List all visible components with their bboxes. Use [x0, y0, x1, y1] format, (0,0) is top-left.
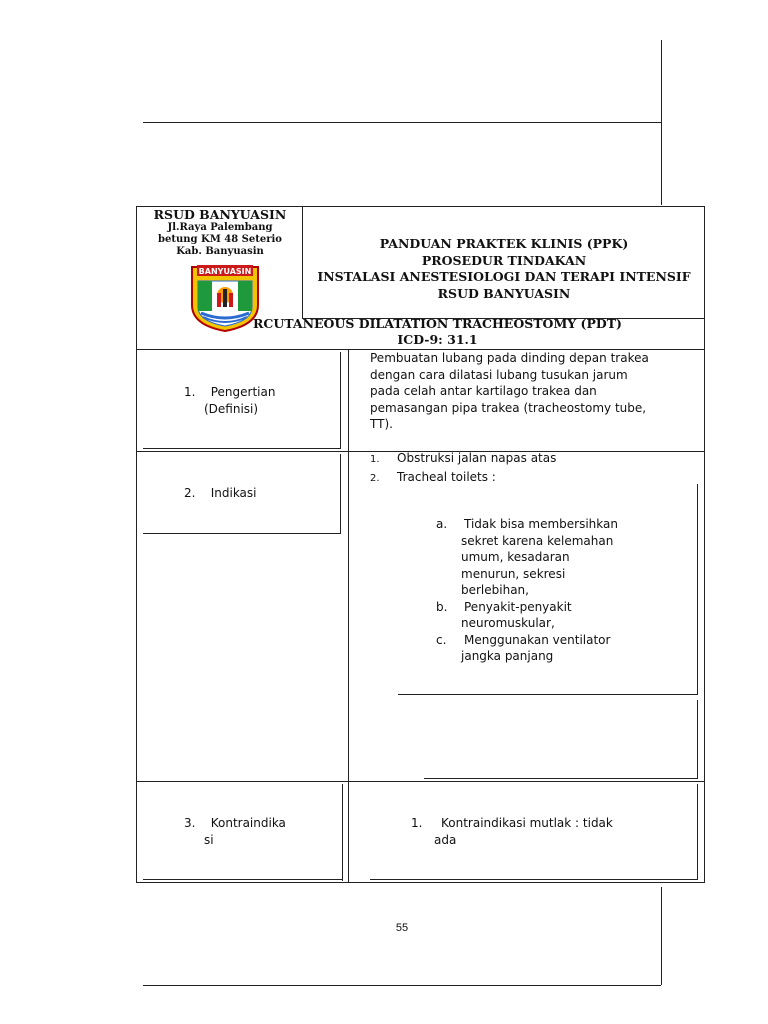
address-line: Jl.Raya Palembang — [167, 222, 273, 233]
sublist-item — [436, 632, 696, 649]
address-line: Kab. Banyuasin — [176, 246, 264, 257]
list-text: Obstruksi jalan napas atas — [397, 451, 557, 465]
sublist-text: neuromuskular, — [461, 616, 555, 630]
section-label: si — [204, 832, 214, 847]
sublist-letter: b. — [436, 599, 448, 614]
sublist-text: berlebihan, — [461, 583, 529, 597]
sublist-text: menurun, sekresi — [461, 566, 566, 581]
list-item — [370, 469, 690, 488]
section-number: 2. — [184, 486, 196, 500]
cell-border — [697, 700, 698, 779]
column-divider — [348, 349, 349, 883]
header-title-line: RSUD BANYUASIN — [437, 285, 571, 301]
cell-border — [342, 784, 343, 881]
hospital-address — [138, 222, 302, 258]
list-text: ada — [434, 832, 457, 847]
definition-line: TT). — [370, 417, 393, 431]
header-title-line: PROSEDUR TINDAKAN — [421, 252, 587, 268]
cell-border — [370, 879, 697, 880]
page-rule-line — [143, 122, 661, 123]
cell-border — [143, 533, 340, 534]
sublist-text: sekret karena kelemahan — [461, 533, 614, 548]
section-1-label — [184, 384, 334, 417]
page-rule-line — [143, 985, 661, 986]
section-label: Kontraindika — [210, 816, 286, 830]
list-text: Tracheal toilets : — [397, 469, 496, 484]
cell-border — [398, 694, 697, 695]
sublist-item — [436, 516, 696, 533]
section-label: Pengertian — [210, 385, 276, 399]
section-label: Indikasi — [210, 486, 257, 500]
sublist-text: umum, kesadaran — [461, 550, 570, 564]
section-label: (Definisi) — [204, 401, 259, 416]
list-number: 1. — [411, 816, 423, 830]
sublist-item — [436, 599, 696, 616]
cell-border — [143, 448, 340, 449]
cell-border — [424, 778, 697, 779]
definition-line: pada celah antar kartilago trakea dan — [370, 384, 597, 398]
section-number: 3. — [184, 816, 196, 830]
procedure-code: ICD-9: 31.1 — [397, 332, 478, 347]
header-title-line: INSTALASI ANESTESIOLOGI DAN TERAPI INTENSIF — [317, 269, 691, 284]
definition-line: Pembuatan lubang pada dinding depan trakea — [370, 351, 649, 365]
list-number: 1. — [370, 454, 380, 465]
list-item — [370, 450, 690, 469]
logo-text: BANYUASIN — [198, 267, 252, 276]
section-3-label — [184, 815, 334, 848]
section-number: 1. — [184, 385, 196, 399]
cell-border — [340, 352, 341, 449]
row-divider — [136, 781, 705, 782]
indication-list — [370, 450, 690, 487]
definition-line: dengan cara dilatasi lubang tusukan jarum — [370, 367, 628, 382]
page-number: 55 — [395, 922, 409, 934]
hospital-name: RSUD BANYUASIN — [153, 207, 287, 222]
cell-border — [697, 484, 698, 695]
indication-sublist — [436, 516, 696, 665]
address-line: betung KM 48 Seterio — [158, 234, 282, 245]
definition-line: pemasangan pipa trakea (tracheostomy tube, — [370, 400, 647, 415]
sublist-text: Penyakit-penyakit — [464, 599, 572, 614]
document-header-title — [303, 236, 705, 302]
procedure-title: RCUTANEOUS DILATATION TRACHEOSTOMY (PDT) — [253, 316, 622, 331]
header-title-line: PANDUAN PRAKTEK KLINIS (PPK) — [379, 236, 629, 251]
list-number: 2. — [370, 472, 380, 484]
page-edge-line — [661, 887, 662, 985]
section-2-label — [184, 485, 257, 502]
sublist-letter: c. — [436, 632, 447, 647]
cell-border — [143, 879, 342, 880]
procedure-title-block — [170, 316, 705, 348]
sublist-text: Menggunakan ventilator — [464, 632, 611, 647]
contraindication-list — [411, 815, 691, 848]
cell-border — [340, 454, 341, 534]
cell-border — [697, 784, 698, 880]
sublist-text: jangka panjang — [461, 649, 554, 663]
list-text: Kontraindikasi mutlak : tidak — [441, 816, 613, 830]
sublist-text: Tidak bisa membersihkan — [464, 517, 618, 531]
section-1-definition — [370, 350, 700, 433]
sublist-letter: a. — [436, 517, 448, 531]
page-edge-line — [661, 40, 662, 205]
